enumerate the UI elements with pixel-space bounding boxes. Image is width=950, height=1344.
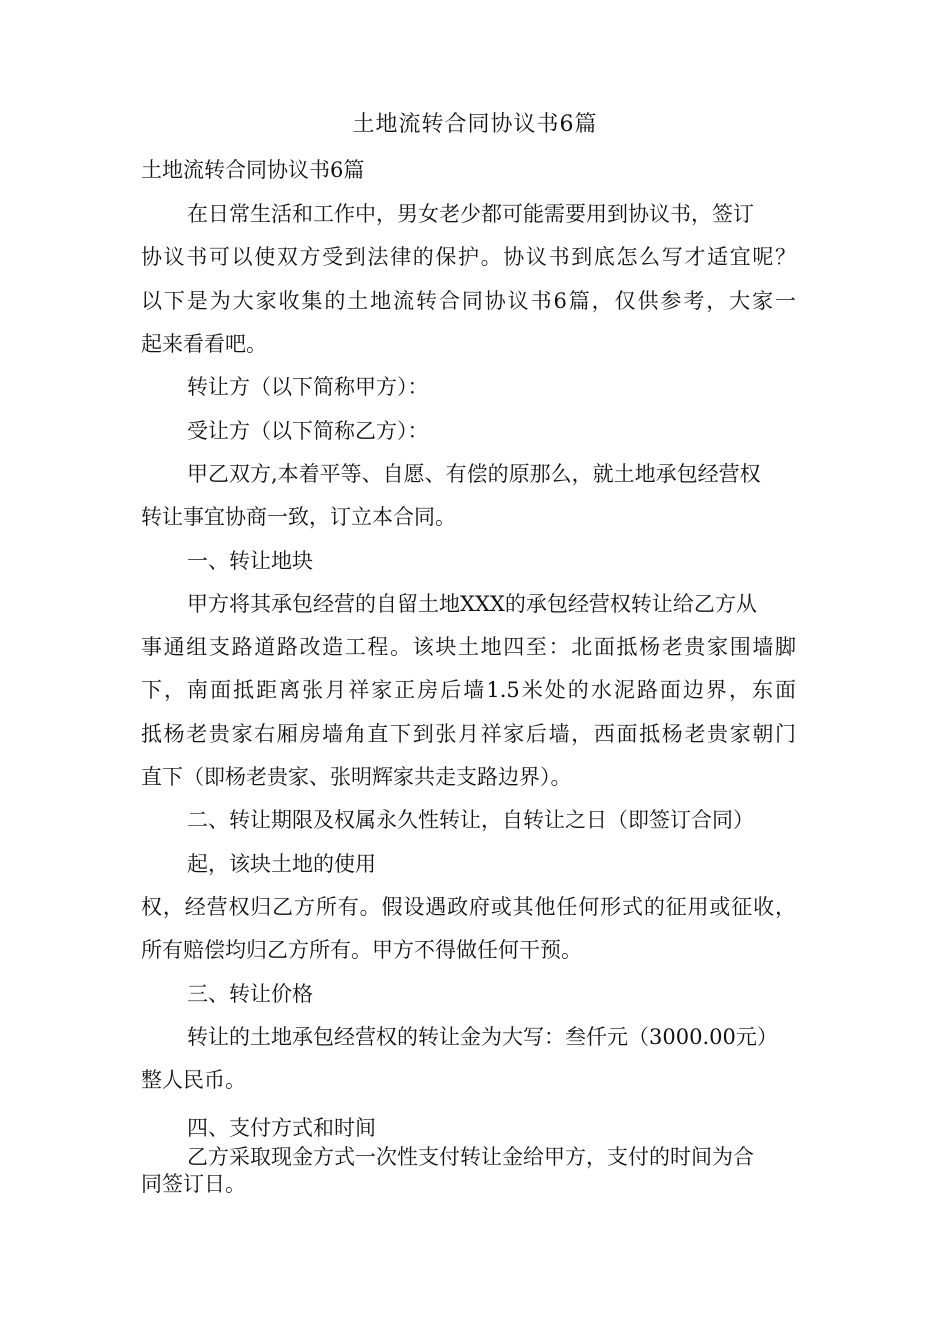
- preamble-line-1: 甲乙双方,本着平等、自愿、有偿的原那么，就土地承包经营权: [187, 462, 761, 486]
- intro-line-1: 在日常生活和工作中，男女老少都可能需要用到协议书，签订: [187, 202, 754, 226]
- section-3-line-1: 转让的土地承包经营权的转让金为大写：叁仟元（3000.00元）: [187, 1025, 778, 1049]
- preamble-line-2: 转让事宜协商一致，订立本合同。: [141, 505, 456, 529]
- section-2-line-1: 权，经营权归乙方所有。假设遇政府或其他任何形式的征用或征收，: [141, 895, 796, 919]
- section-2-heading: 二、转让期限及权属永久性转让，自转让之日（即签订合同）: [187, 808, 754, 832]
- party-a-label: 转让方（以下简称甲方）：: [187, 375, 429, 399]
- section-2-line-2: 所有赔偿均归乙方所有。甲方不得做任何干预。: [141, 938, 582, 962]
- section-1-line-3: 下，南面抵距离张月祥家正房后墙1.5米处的水泥路面边界，东面: [141, 678, 796, 702]
- section-4-heading: 四、支付方式和时间: [187, 1116, 376, 1140]
- intro-line-2: 协议书可以使双方受到法律的保护。协议书到底怎么写才适宜呢？: [141, 245, 796, 269]
- section-2-continuation: 起，该块土地的使用: [187, 852, 376, 876]
- document-title: 土地流转合同协议书6篇: [352, 112, 598, 137]
- section-1-line-5: 直下（即杨老贵家、张明辉家共走支路边界）。: [141, 765, 572, 789]
- section-1-line-2: 事通组支路道路改造工程。该块土地四至：北面抵杨老贵家围墙脚: [141, 635, 796, 659]
- section-1-line-1: 甲方将其承包经营的自留土地XXX的承包经营权转让给乙方从: [187, 592, 757, 616]
- intro-line-3: 以下是为大家收集的土地流转合同协议书6篇，仅供参考，大家一: [141, 289, 796, 313]
- section-1-heading: 一、转让地块: [187, 549, 313, 573]
- intro-line-4: 起来看看吧。: [141, 332, 267, 356]
- section-1-line-4: 抵杨老贵家右厢房墙角直下到张月祥家后墙，西面抵杨老贵家朝门: [141, 722, 796, 746]
- party-b-label: 受让方（以下简称乙方）：: [187, 419, 429, 443]
- section-4-line-2: 同签订日。: [141, 1172, 246, 1196]
- section-4-line-1: 乙方采取现金方式一次性支付转让金给甲方，支付的时间为合: [187, 1145, 754, 1169]
- section-3-line-2: 整人民币。: [141, 1068, 246, 1092]
- section-3-heading: 三、转让价格: [187, 982, 313, 1006]
- document-subtitle: 土地流转合同协议书6篇: [141, 158, 365, 182]
